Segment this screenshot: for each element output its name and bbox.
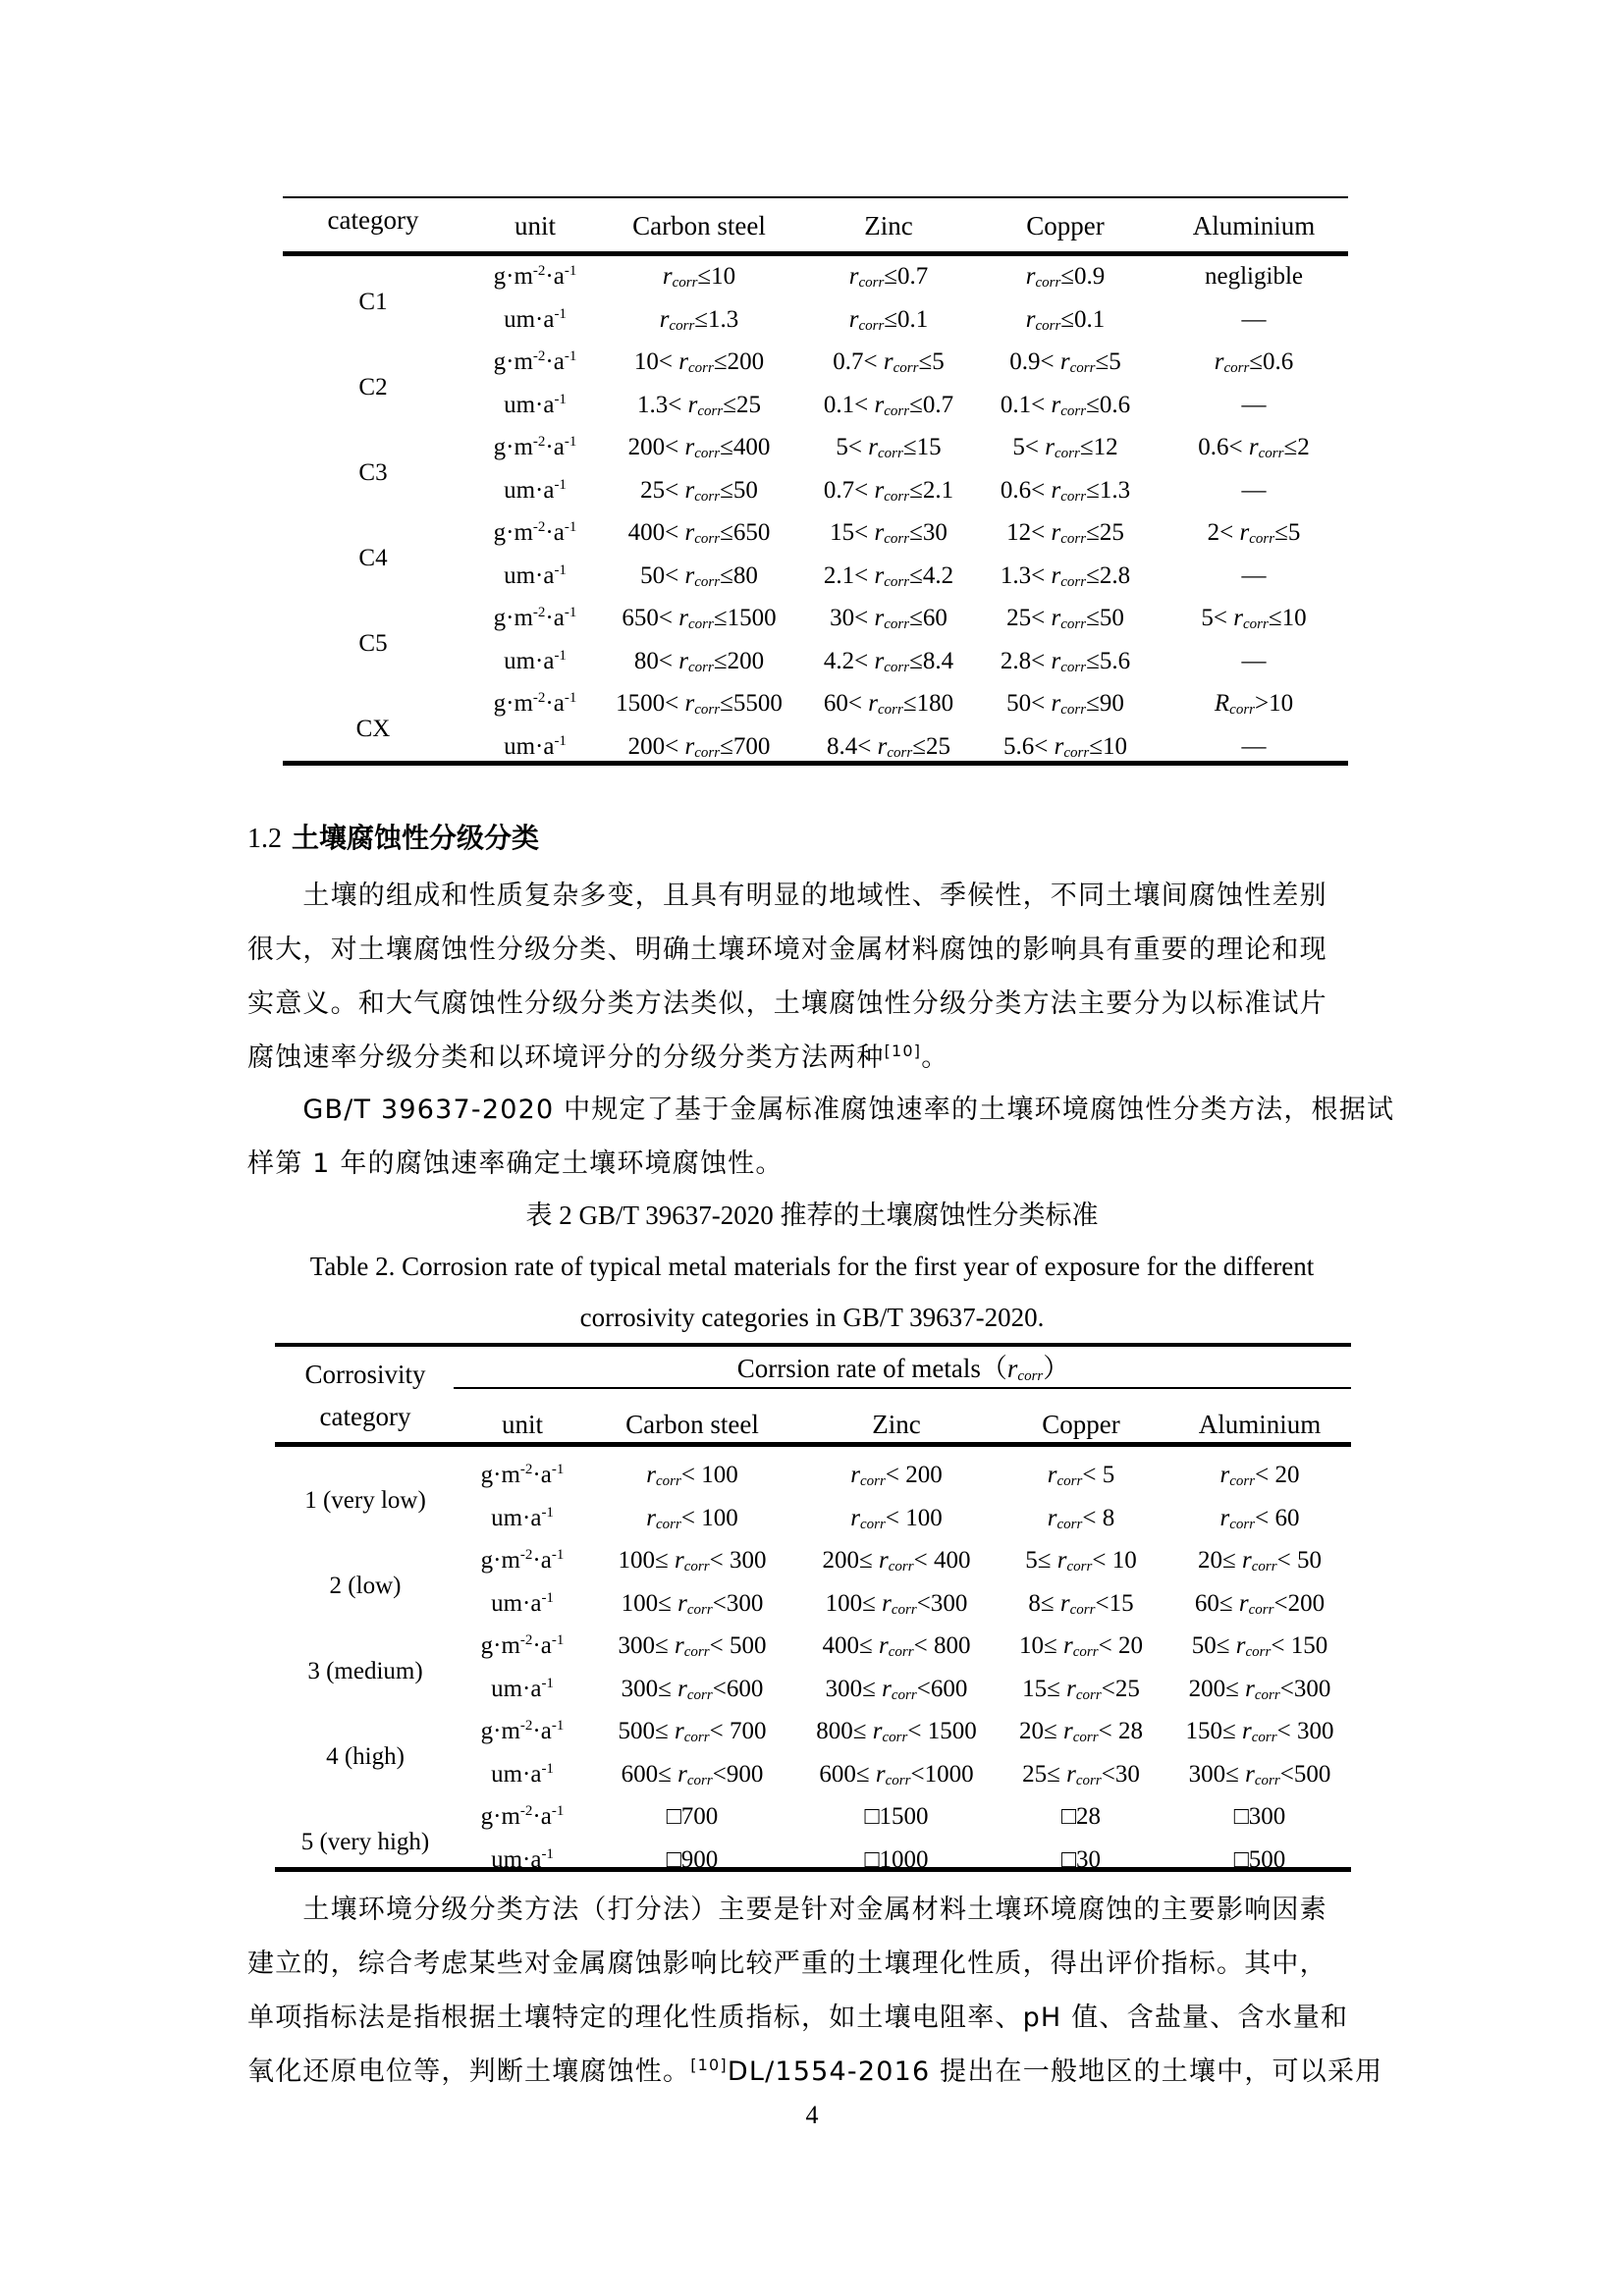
table1-category-C5: C5	[358, 629, 388, 657]
table2-header-0: unit	[501, 1410, 544, 1439]
paragraph-line: 土壤的组成和性质复杂多变，且具有明显的地域性、季候性，不同土壤间腐蚀性差别	[247, 881, 1327, 911]
table-cell-value: $12< r_{corr}\le 25$	[1006, 519, 1124, 547]
table-cell-value: $200< r_{corr}\le 400$	[627, 434, 771, 461]
unit-thickness-loss: $um\cdot a^{-1}$	[504, 561, 567, 589]
table-cell-value: $5\le r_{corr}< 10$	[1025, 1547, 1137, 1575]
table1-category-C1: C1	[358, 288, 388, 315]
table-cell-value: $50< r_{corr}\le 90$	[1006, 690, 1124, 718]
unit-thickness-loss: $um\cdot a^{-1}$	[504, 732, 567, 760]
table-cell-value: □700	[666, 1803, 719, 1830]
paragraph-2	[247, 1083, 1395, 1191]
unit-mass-loss: $g\cdot m^{-2}\cdot a^{-1}$	[493, 519, 577, 546]
table-cell-value: $r_{corr}< 100$	[850, 1504, 943, 1532]
table1-header-5: Aluminium	[1192, 211, 1316, 240]
table-cell-value: $60< r_{corr}\le 180$	[823, 690, 954, 718]
table1-header-2: Carbon steel	[632, 211, 766, 240]
table-cell-value: $300\le r_{corr}< 500$	[618, 1632, 767, 1660]
unit-thickness-loss: $um\cdot a^{-1}$	[504, 391, 567, 418]
table-cell-value: $200\le r_{corr}< 400$	[822, 1547, 971, 1575]
unit-thickness-loss: $um\cdot a^{-1}$	[491, 1589, 554, 1617]
page-number: 4	[805, 2101, 819, 2129]
table-cell-value: $100\le r_{corr}<300$	[621, 1589, 764, 1618]
table1-category-CX: CX	[355, 715, 391, 742]
table2-caption-cn: 表 2 GB/T 39637-2020 推荐的土壤腐蚀性分类标准	[525, 1201, 1099, 1230]
unit-mass-loss: $g\cdot m^{-2}\cdot a^{-1}$	[493, 690, 577, 717]
table-cell-value: negligible	[1205, 263, 1303, 290]
table2-header-2: Zinc	[872, 1410, 921, 1439]
table-cell-value: $5< r_{corr}\le 10$	[1201, 605, 1307, 632]
section-heading	[247, 819, 539, 859]
table-cell-value: $1.3< r_{corr}\le 25$	[637, 391, 761, 419]
table1-category-C2: C2	[358, 373, 388, 400]
table-cell-value: $5< r_{corr}\le 12$	[1012, 434, 1118, 461]
table-cell-value: $r_{corr}\le 0.9$	[1025, 263, 1106, 291]
unit-thickness-loss: $um\cdot a^{-1}$	[504, 476, 567, 504]
paragraph-line: 建立的，综合考虑某些对金属腐蚀影响比较严重的土壤理化性质，得出评价指标。其中，	[247, 1949, 1327, 1979]
table2-top-rule	[275, 1343, 1351, 1347]
paragraph-line: 土壤环境分级分类方法（打分法）主要是针对金属材料土壤环境腐蚀的主要影响因素	[247, 1895, 1327, 1925]
table-cell-value: □30	[1060, 1845, 1102, 1873]
table2-header-3: Copper	[1042, 1410, 1120, 1439]
unit-thickness-loss: $um\cdot a^{-1}$	[491, 1845, 554, 1873]
table-cell-value: $300\le r_{corr}<600$	[825, 1675, 968, 1703]
table-cell-value: $r_{corr}< 5$	[1047, 1462, 1115, 1489]
table-cell-value: □900	[666, 1845, 719, 1873]
table1-top-rule	[283, 196, 1348, 198]
table-cell-value: $300\le r_{corr}<600$	[621, 1675, 764, 1703]
unit-mass-loss: $g\cdot m^{-2}\cdot a^{-1}$	[493, 263, 577, 290]
table-cell-value: □300	[1233, 1803, 1286, 1830]
table-cell-value: $r_{corr}< 200$	[850, 1462, 943, 1489]
table-cell-value: $15\le r_{corr}<25$	[1022, 1675, 1140, 1703]
table-cell-value: $0.1< r_{corr}\le 0.6$	[1000, 391, 1131, 419]
unit-thickness-loss: $um\cdot a^{-1}$	[491, 1760, 554, 1788]
table-cell-value: $r_{corr}\le 10$	[662, 263, 736, 291]
paragraph-3	[247, 1883, 1386, 2099]
table-cell-value: $500\le r_{corr}< 700$	[618, 1718, 767, 1745]
table-cell-value: —	[1241, 561, 1267, 589]
table-cell-value: $1500< r_{corr}\le 5500$	[616, 690, 783, 718]
table-cell-value: $r_{corr}< 100$	[646, 1462, 738, 1489]
table-cell-value: $50< r_{corr}\le 80$	[640, 561, 758, 590]
table2-header-1: Carbon steel	[625, 1410, 759, 1439]
table-cell-value: $2< r_{corr}\le 5$	[1207, 519, 1301, 547]
table2-header-4: Aluminium	[1198, 1410, 1322, 1439]
table1-header-3: Zinc	[864, 211, 913, 240]
table-cell-value: $60\le r_{corr}<200$	[1194, 1589, 1326, 1618]
table2-category: 4 (high)	[326, 1742, 405, 1770]
table-cell-value: $r_{corr}\le 0.7$	[848, 263, 929, 291]
unit-mass-loss: $g\cdot m^{-2}\cdot a^{-1}$	[480, 1803, 565, 1830]
table-cell-value: —	[1241, 476, 1267, 504]
table-cell-value: $150\le r_{corr}< 300$	[1185, 1718, 1334, 1745]
table1-category-C4: C4	[358, 544, 388, 571]
table-cell-value: $800\le r_{corr}< 1500$	[816, 1718, 977, 1745]
paragraph-line: 实意义。和大气腐蚀性分级分类方法类似，土壤腐蚀性分级分类方法主要分为以标准试片	[247, 988, 1327, 1019]
table-cell-value: $30< r_{corr}\le 60$	[830, 605, 947, 632]
table-cell-value: □28	[1060, 1803, 1102, 1830]
table-cell-value: $r_{corr}\le 0.6$	[1214, 348, 1294, 376]
paragraph-line: 单项指标法是指根据土壤特定的理化性质指标，如土壤电阻率、pH 值、含盐量、含水量和	[247, 2002, 1349, 2033]
table-cell-value: $0.1< r_{corr}\le 0.7$	[823, 391, 954, 419]
table-cell-value: $0.7< r_{corr}\le 5$	[833, 348, 945, 376]
table-cell-value: $20\le r_{corr}< 50$	[1198, 1547, 1322, 1575]
table2-header-group: Corrsion rate of $metals(r_{corr})$	[736, 1354, 1070, 1384]
table-cell-value: $400< r_{corr}\le 650$	[627, 519, 771, 547]
table-cell-value: $5< r_{corr}\le 15$	[836, 434, 942, 461]
table-cell-value: $400\le r_{corr}< 800$	[822, 1632, 971, 1660]
unit-thickness-loss: $um\cdot a^{-1}$	[491, 1504, 554, 1531]
section-title: 土壤腐蚀性分级分类	[292, 822, 540, 854]
unit-mass-loss: $g\cdot m^{-2}\cdot a^{-1}$	[480, 1718, 565, 1744]
table-cell-value: $50\le r_{corr}< 150$	[1191, 1632, 1328, 1660]
table-cell-value: $10< r_{corr}\le 200$	[633, 348, 765, 376]
table-cell-value: $1.3< r_{corr}\le 2.8$	[1000, 561, 1131, 590]
unit-mass-loss: $g\cdot m^{-2}\cdot a^{-1}$	[493, 348, 577, 375]
table-cell-value: $r_{corr}\le 0.1$	[1025, 305, 1106, 334]
table-cell-value: $2.1< r_{corr}\le 4.2$	[823, 561, 954, 590]
table-cell-value: $0.6< r_{corr}\le 1.3$	[1000, 476, 1131, 505]
table-cell-value: $100\le r_{corr}<300$	[825, 1589, 968, 1618]
table2-category: 3 (medium)	[307, 1657, 423, 1684]
table-cell-value: $5.6< r_{corr}\le 10$	[1003, 732, 1127, 761]
paragraph-line: 腐蚀速率分级分类和以环境评分的分级分类方法两种[10]。	[247, 1041, 949, 1073]
table1-header-rule	[283, 251, 1348, 256]
table-cell-value: $0.7< r_{corr}\le 2.1$	[823, 476, 954, 505]
table-cell-value: $20\le r_{corr}< 28$	[1019, 1718, 1143, 1745]
table2-category: 1 (very low)	[304, 1486, 426, 1514]
table2-category: 5 (very high)	[300, 1828, 430, 1855]
table2-header-category: Corrosivity	[304, 1360, 426, 1389]
unit-mass-loss: $g\cdot m^{-2}\cdot a^{-1}$	[493, 605, 577, 631]
unit-thickness-loss: $um\cdot a^{-1}$	[504, 305, 567, 333]
table-cell-value: —	[1241, 647, 1267, 674]
table-cell-value: $r_{corr}< 8$	[1047, 1504, 1115, 1532]
unit-mass-loss: $g\cdot m^{-2}\cdot a^{-1}$	[493, 434, 577, 460]
citation: [10]	[884, 1041, 922, 1060]
table2-header-category-2: category	[319, 1402, 411, 1431]
table-cell-value: $80< r_{corr}\le 200$	[633, 647, 765, 675]
table-cell-value: $4.2< r_{corr}\le 8.4$	[823, 647, 954, 675]
table-cell-value: —	[1241, 305, 1267, 333]
table-cell-value: $r_{corr}\le 0.1$	[848, 305, 929, 334]
table-cell-value: $0.9< r_{corr}\le 5$	[1009, 348, 1121, 376]
table-cell-value: $600\le r_{corr}<1000$	[819, 1760, 974, 1789]
table2-header-rule	[275, 1442, 1351, 1447]
table1-header-0: category	[327, 205, 419, 235]
table2-caption-en-1: Table 2. Corrosion rate of typical metal materials for the first year of exposure for the different	[309, 1252, 1315, 1281]
table2-caption-en-2: corrosivity categories in GB/T 39637-2020.	[579, 1303, 1045, 1332]
table-cell-value: $10\le r_{corr}< 20$	[1019, 1632, 1143, 1660]
table2-category: 2 (low)	[329, 1572, 402, 1599]
table-cell-value: $650< r_{corr}\le 1500$	[622, 605, 777, 632]
table-cell-value: $r_{corr}< 100$	[646, 1504, 738, 1532]
table-cell-value: —	[1241, 391, 1267, 418]
table-cell-value: $200< r_{corr}\le 700$	[627, 732, 771, 761]
unit-thickness-loss: $um\cdot a^{-1}$	[504, 647, 567, 674]
table-cell-value: $r_{corr}< 20$	[1219, 1462, 1300, 1489]
table1-category-C3: C3	[358, 458, 388, 486]
unit-thickness-loss: $um\cdot a^{-1}$	[491, 1675, 554, 1702]
paragraph-line: 氧化还原电位等，判断土壤腐蚀性。[10]DL/1554-2016 提出在一般地区的土壤中，可以采用	[247, 2056, 1383, 2087]
table-cell-value: —	[1241, 732, 1267, 760]
table-cell-value: $0.6< r_{corr}\le 2$	[1198, 434, 1310, 461]
paragraph-line: 很大，对土壤腐蚀性分级分类、明确土壤环境对金属材料腐蚀的影响具有重要的理论和现	[247, 934, 1327, 965]
table-cell-value: $25< r_{corr}\le 50$	[640, 476, 758, 505]
unit-mass-loss: $g\cdot m^{-2}\cdot a^{-1}$	[480, 1632, 565, 1659]
table-cell-value: □1000	[864, 1845, 929, 1873]
table-cell-value: $25< r_{corr}\le 50$	[1006, 605, 1124, 632]
table-cell-value: $200\le r_{corr}<300$	[1188, 1675, 1331, 1703]
table1-header-1: unit	[514, 211, 557, 240]
table-cell-value: $R_{corr}>10$	[1214, 690, 1294, 718]
table-cell-value: □1500	[864, 1803, 929, 1830]
paragraph-line: GB/T 39637-2020 中规定了基于金属标准腐蚀速率的土壤环境腐蚀性分类方法，根据试	[247, 1095, 1395, 1125]
table-cell-value: $300\le r_{corr}<500$	[1188, 1760, 1331, 1789]
table-cell-value: $r_{corr}< 60$	[1219, 1504, 1300, 1532]
table1-bottom-rule	[283, 761, 1348, 766]
unit-mass-loss: $g\cdot m^{-2}\cdot a^{-1}$	[480, 1462, 565, 1488]
section-number: 1.2	[247, 824, 282, 854]
table-cell-value: $100\le r_{corr}< 300$	[618, 1547, 767, 1575]
table-cell-value: □500	[1233, 1845, 1286, 1873]
table-cell-value: $2.8< r_{corr}\le 5.6$	[1000, 647, 1131, 675]
table-cell-value: $25\le r_{corr}<30$	[1022, 1760, 1140, 1789]
table-cell-value: $8\le r_{corr}<15$	[1028, 1589, 1134, 1618]
paragraph-1	[247, 869, 1386, 1085]
table-cell-value: $r_{corr}\le 1.3$	[659, 305, 739, 334]
paragraph-line: 样第 1 年的腐蚀速率确定土壤环境腐蚀性。	[247, 1148, 784, 1179]
table-cell-value: $600\le r_{corr}<900$	[621, 1760, 764, 1789]
table-cell-value: $8.4< r_{corr}\le 25$	[827, 732, 950, 761]
table2-bottom-rule	[275, 1867, 1351, 1872]
citation: [10]	[690, 2056, 728, 2074]
table1-header-4: Copper	[1026, 211, 1105, 240]
unit-mass-loss: $g\cdot m^{-2}\cdot a^{-1}$	[480, 1547, 565, 1574]
table2-group-rule	[454, 1387, 1351, 1389]
table-cell-value: $15< r_{corr}\le 30$	[830, 519, 947, 547]
